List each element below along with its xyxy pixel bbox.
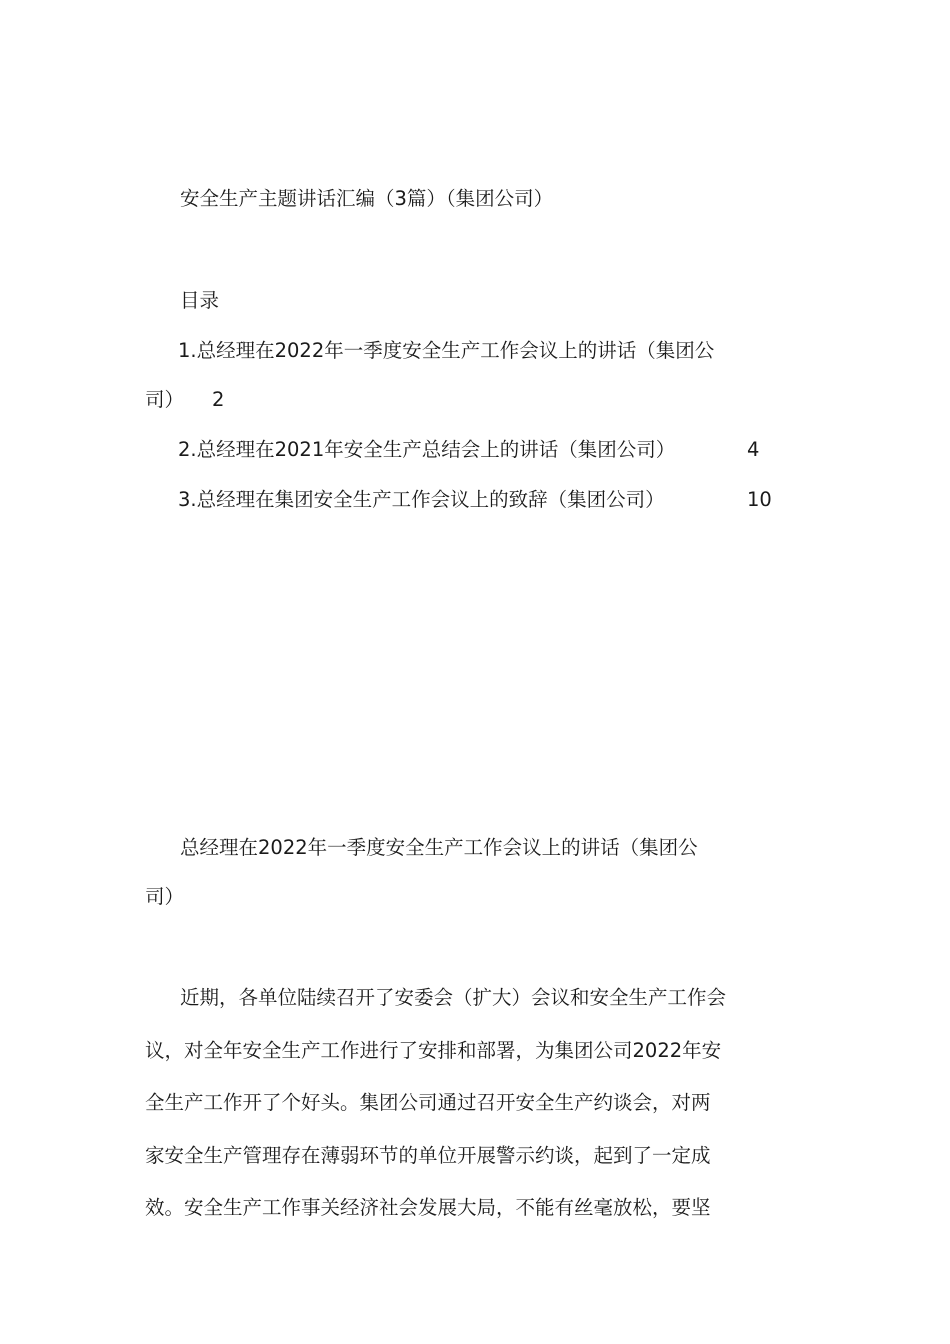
toc-item-1-page: 2: [212, 388, 225, 411]
toc-item-2: 2.总经理在2021年安全生产总结会上的讲话（集团公司）: [178, 438, 676, 461]
section-body: [145, 985, 810, 1248]
toc-item-1: 1.总经理在2022年一季度安全生产工作会议上的讲话（集团公: [178, 339, 715, 362]
toc-heading: 目录: [180, 289, 220, 312]
body-line: 近期，各单位陆续召开了安委会（扩大）会议和安全生产工作会: [180, 986, 727, 1009]
body-line: 家安全生产管理存在薄弱环节的单位开展警示约谈，起到了一定成: [145, 1143, 711, 1167]
toc-item-2-page: 4: [747, 438, 760, 461]
toc-item-1-continued: 司）: [145, 388, 185, 411]
toc-item-3: 3.总经理在集团安全生产工作会议上的致辞（集团公司）: [178, 488, 665, 511]
document-title: 安全生产主题讲话汇编（3篇）（集团公司）: [180, 187, 554, 210]
body-line: 议，对全年安全生产工作进行了安排和部署，为集团公司2022年安: [145, 1038, 722, 1062]
body-line: 效。安全生产工作事关经济社会发展大局，不能有丝毫放松，要坚: [145, 1196, 711, 1219]
body-line: 全生产工作开了个好头。集团公司通过召开安全生产约谈会，对两: [145, 1091, 711, 1114]
toc-item-3-page: 10: [747, 488, 772, 511]
section-title-continued: 司）: [145, 885, 185, 908]
section-title: 总经理在2022年一季度安全生产工作会议上的讲话（集团公: [180, 836, 698, 859]
